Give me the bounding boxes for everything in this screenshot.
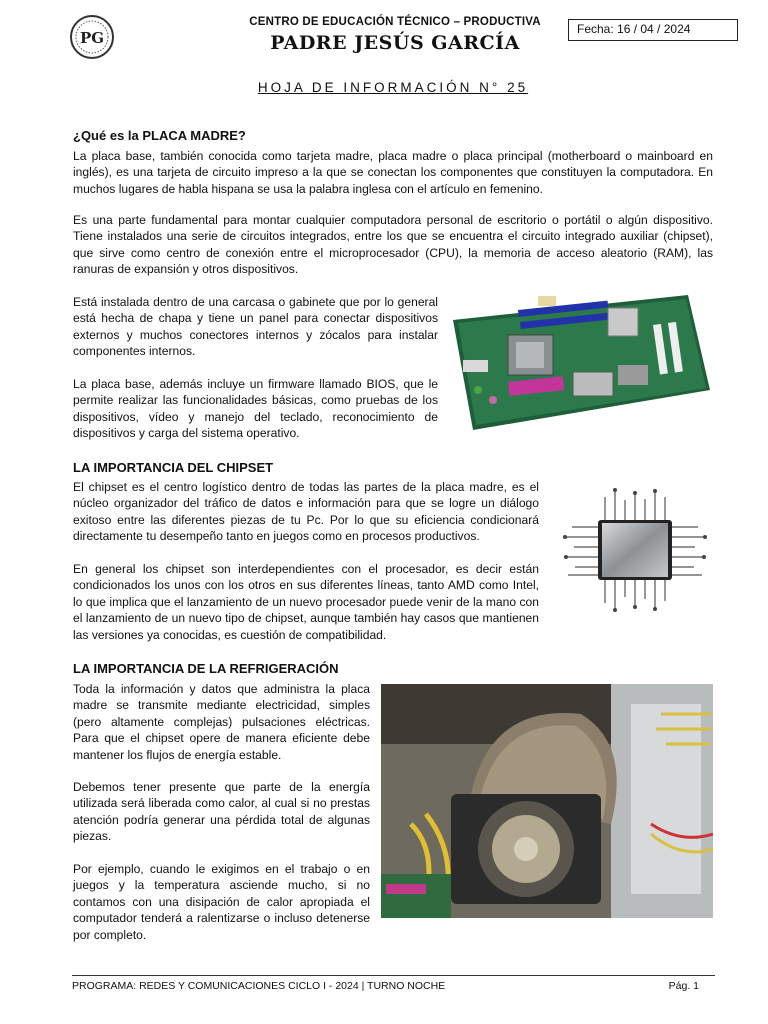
paragraph: Debemos tener presente que parte de la energía utilizada será liberada como calor, al cual si no prestas atención podría generar una pérdida total de algunas piezas. [73,780,370,844]
paragraph: La placa base, además incluye un firmware llamado BIOS, que le permite realizar las funcionalidades básicas, como pruebas de los dispositivos, vídeo y manejo del teclado, reconocimiento de dispositivos y carga del sistema operativo. [73,377,438,441]
sheet-title [0,80,768,95]
sheet-title-text: HOJA DE INFORMACIÓN N° 25 [257,80,529,95]
school-logo [70,15,114,59]
logo-initials: PG [79,29,105,47]
chipset-image [560,485,710,615]
dusty-cooler-image [381,684,713,918]
paragraph: Por ejemplo, cuando le exigimos en el trabajo o en juegos y la temperatura asciende mucho, si no contamos con una disipación de calor apropiada el computador tenderá a ralentizarse o incluso detenerse por completo. [73,862,370,942]
paragraph: Es una parte fundamental para montar cualquier computadora personal de escritorio o portátil o algún dispositivo. Tiene instalados una serie de circuitos integrados, entre los que se encuentra el circuito integrado auxiliar (chipset), que sirve como centro de conexión entre el microprocesador (CPU), la memoria de acceso aleatorio (RAM), las ranuras de expansión y otros dispositivos. [73,213,713,277]
section-heading-cooling: LA IMPORTANCIA DE LA REFRIGERACIÓN [73,661,339,676]
section-heading-motherboard: ¿Qué es la PLACA MADRE? [73,128,246,143]
school-type: CENTRO DE EDUCACIÓN TÉCNICO – PRODUCTIVA [249,16,541,28]
section-heading-chipset: LA IMPORTANCIA DEL CHIPSET [73,460,274,475]
footer-divider [72,975,715,976]
paragraph: En general los chipset son interdependientes con el procesador, es decir están condicionados los unos con los otros en sus diferentes líneas, tanto AMD como Intel, lo que implica que el lanzamiento de un nuevo procesador puede venir de la mano con el lanzamiento de un nuevo tipo de chipset, aunque también hay casos que mantienen las versiones ya conocidas, es cuestión de compatibilidad. [73,562,539,642]
paragraph: La placa base, también conocida como tarjeta madre, placa madre o placa principal (motherboard o mainboard en inglés), es una tarjeta de circuito impreso a la que se conectan los componentes que constituyen la computadora. En muchos lugares de habla hispana se usa la palabra inglesa con el artículo en femenino. [73,149,713,196]
footer-program: PROGRAMA: REDES Y COMUNICACIONES CICLO I - 2024 | TURNO NOCHE [72,980,446,992]
paragraph: Está instalada dentro de una carcasa o gabinete que por lo general está hecha de chapa y tiene un panel para conectar dispositivos externos y muchos conectores internos y zócalos para instalar componentes internos. [73,295,438,359]
school-name: PADRE JESÚS GARCÍA [270,32,520,54]
paragraph: El chipset es el centro logístico dentro de todas las partes de la placa madre, es el núcleo organizador del tráfico de datos e información para que se logre un diálogo exitoso entre las diferentes piezas de tu Pc. Por lo que su eficiencia condicionará directamente tu desempeño tanto en juegos como en procesos productivos. [73,480,539,544]
page-number: Pág. 1 [668,980,699,992]
footer [72,980,715,992]
date-box: Fecha: 16 / 04 / 2024 [568,19,738,41]
paragraph: Toda la información y datos que administra la placa madre se transmite mediante electricidad, simples (pero altamente complejas) pulsaciones eléctricas. Para que el chipset opere de manera eficiente debe mantener los flujos de energía estable. [73,682,370,762]
motherboard-image [448,290,713,433]
